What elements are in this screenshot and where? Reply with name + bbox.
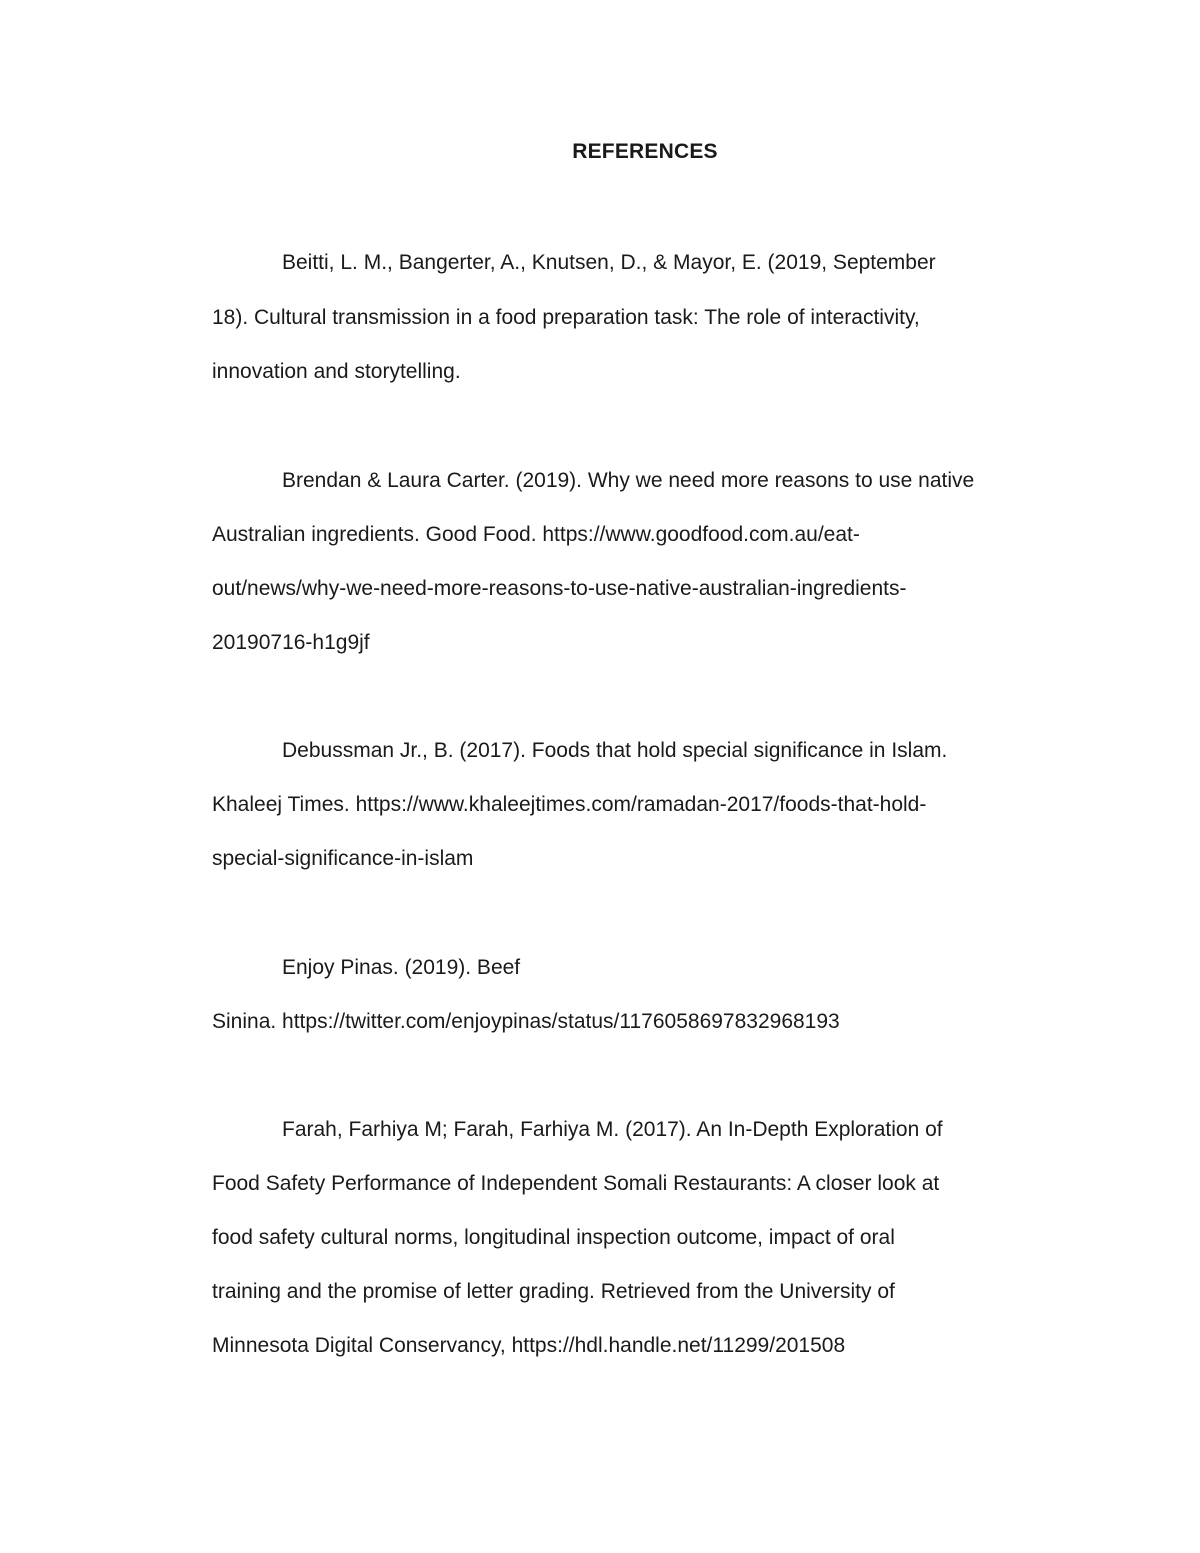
reference-line: Brendan & Laura Carter. (2019). Why we need more reasons to use native [282,469,975,492]
reference-line: special-significance-in-islam [212,847,474,870]
reference-line: Australian ingredients. Good Food. https://www.goodfood.com.au/eat- [212,523,860,546]
reference-line: Debussman Jr., B. (2017). Foods that hold special significance in Islam. [282,739,948,762]
reference-line: Farah, Farhiya M; Farah, Farhiya M. (2017). An In-Depth Exploration of [282,1118,943,1141]
reference-line: training and the promise of letter grading. Retrieved from the University of [212,1280,895,1303]
reference-line: food safety cultural norms, longitudinal inspection outcome, impact of oral [212,1226,895,1249]
reference-line: Minnesota Digital Conservancy, https://hdl.handle.net/11299/201508 [212,1334,846,1357]
page-title: REFERENCES [572,140,718,163]
reference-line: Beitti, L. M., Bangerter, A., Knutsen, D., & Mayor, E. (2019, September [282,251,936,274]
reference-line: out/news/why-we-need-more-reasons-to-use-native-australian-ingredients- [212,577,907,600]
reference-line: Food Safety Performance of Independent Somali Restaurants: A closer look at [212,1172,940,1195]
reference-line: 20190716-h1g9jf [212,631,370,654]
reference-line: 18). Cultural transmission in a food preparation task: The role of interactivity, [212,306,920,329]
reference-line: Enjoy Pinas. (2019). Beef [282,956,521,979]
reference-line: innovation and storytelling. [212,360,461,383]
reference-line: Sinina. https://twitter.com/enjoypinas/status/1176058697832968193 [212,1010,840,1033]
reference-line: Khaleej Times. https://www.khaleejtimes.com/ramadan-2017/foods-that-hold- [212,793,927,816]
